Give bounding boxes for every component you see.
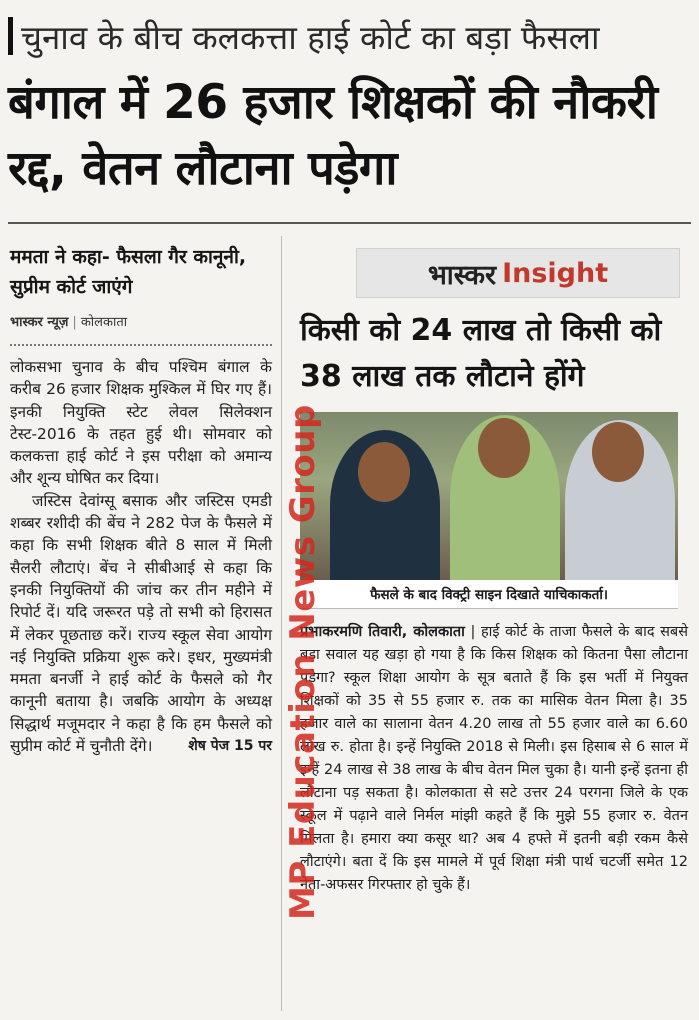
right-byline: प्रभाकरमणि तिवारी, कोलकाता <box>300 624 465 640</box>
photo-face <box>592 422 644 482</box>
byline-place: कोलकाता <box>80 315 128 330</box>
photo-caption: फैसले के बाद विक्ट्री साइन दिखाते याचिकाकर्ता। <box>300 580 678 609</box>
insight-tag: Insight <box>502 257 609 289</box>
headline-rule <box>8 222 691 224</box>
insight-banner <box>356 248 680 298</box>
right-subhead: किसी को 24 लाख तो किसी को 38 लाख तक लौटाने होंगे <box>300 313 662 394</box>
left-article-body <box>10 356 272 757</box>
left-paragraph-2-text: जस्टिस देवांग्सू बसाक और जस्टिस एमडी शब्बर रशीदी की बेंच ने 282 पेज के फैसले में कहा कि सभी शिक्षक बीते 8 साल में मिली सैलरी लौटाएं। बेंच ने सीबीआई से कहा कि इनकी नियुक्तियों की जांच कर तीन महीने में रिपोर्ट दें। यदि जरूरत पड़े तो सभी को हिरासत में लेकर पूछताछ करें। राज्य स्कूल सेवा आयोग नई नियुक्ति प्रक्रिया शुरू करे। इधर, मुख्यमंत्री ममता बनर्जी ने हाई कोर्ट के फैसले को गैर कानूनी बताया है। जबकि आयोग के अध्यक्ष सिद्धार्थ मजूमदार ने कहा है कि हम फैसले को सुप्रीम कोर्ट में चुनौती देंगे। <box>10 491 272 756</box>
left-byline <box>10 312 272 330</box>
right-column <box>300 248 692 897</box>
byline-separator: | <box>72 315 77 330</box>
column-divider <box>281 236 282 1011</box>
byline-agency: भास्कर न्यूज़ <box>10 315 69 330</box>
news-photo <box>300 412 678 580</box>
kicker-bar <box>8 17 13 55</box>
left-paragraph-1: लोकसभा चुनाव के बीच पश्चिम बंगाल के करीब 26 हजार शिक्षक मुश्किल में घिर गए हैं। इनकी नियुक्ति स्टेट लेवल सिलेक्शन टेस्ट-2016 के तहत हुई थी। सोमवार को कलकत्ता हाई कोर्ट ने इस परीक्षा को अमान्य और शून्य घोषित कर दिया। <box>10 358 272 488</box>
photo-face <box>358 442 410 502</box>
insight-brand: भास्कर <box>427 259 497 291</box>
kicker-text: चुनाव के बीच कलकत्ता हाई कोर्ट का बड़ा फैसला <box>21 17 600 57</box>
right-body-text: हाई कोर्ट के ताजा फैसले के बाद सबसे बड़ा सवाल यह खड़ा हो गया है कि किस शिक्षक को कितना पैसा लौटाना पड़ेगा? स्कूल शिक्षा आयोग के सूत्र बताते हैं कि इस भर्ती में नियुक्त शिक्षकों को 35 से 55 हजार रु. तक का मासिक वेतन मिला है। 35 हजार वाले का सालाना वेतन 4.20 लाख तो 55 हजार वाले का 6.60 लाख रु. होता है। इन्हें नियुक्ति 2018 से मिली। इस हिसाब से 6 साल में इन्हें 24 लाख से 38 लाख के बीच वेतन मिल चुका है। यानी इन्हें इतना ही लौटाना पड़ सकता है। कोलकाता से सटे उत्तर 24 परगना जिले के एक स्कूल में पढ़ाने वाले निर्मल मांझी कहते हैं कि मुझे 55 हजार रु. वेतन मिलता है। हमारा क्या कसूर था? अब 4 हफ्ते में इतनी बड़ी रकम कैसे लौटाएंगे। बता दें कि इस मामले में पूर्व शिक्षा मंत्री पार्थ चटर्जी समेत 12 नेता-अफसर गिरफ्तार हो चुके हैं। <box>300 624 689 893</box>
left-column <box>10 242 272 757</box>
dotted-divider <box>10 344 272 346</box>
headline: बंगाल में 26 हजार शिक्षकों की नौकरी रद्द, वेतन लौटाना पड़ेगा <box>8 75 658 196</box>
left-paragraph-2 <box>10 490 272 758</box>
continued-notice: शेष पेज 15 पर <box>188 738 272 755</box>
kicker <box>8 10 691 62</box>
photo-face <box>478 418 530 478</box>
watermark: MP Education News Group <box>283 404 323 920</box>
left-subhead: ममता ने कहा- फैसला गैर कानूनी, सुप्रीम कोर्ट जाएंगे <box>10 246 247 298</box>
right-article-body: प्रभाकरमणि तिवारी, कोलकाता | हाई कोर्ट के ताजा फैसले के बाद सबसे बड़ा सवाल यह खड़ा हो गया है कि किस शिक्षक को कितना पैसा लौटाना पड़ेगा? स्कूल शिक्षा आयोग के सूत्र बताते हैं कि इस भर्ती में नियुक्त शिक्षकों को 35 से 55 हजार रु. तक का मासिक वेतन मिला है। 35 हजार वाले का सालाना वेतन 4.20 लाख तो 55 हजार वाले का 6.60 लाख रु. होता है। इन्हें नियुक्ति 2018 से मिली। इस हिसाब से 6 साल में इन्हें 24 लाख से 38 लाख के बीच वेतन मिल चुका है। यानी इन्हें इतना ही लौटाना पड़ सकता है। कोलकाता से सटे उत्तर 24 परगना जिले के एक स्कूल में पढ़ाने वाले निर्मल मांझी कहते हैं कि मुझे 55 हजार रु. वेतन मिलता है। हमारा क्या कसूर था? अब 4 हफ्ते में इतनी बड़ी रकम कैसे लौटाएंगे। बता दें कि इस मामले में पूर्व शिक्षा मंत्री पार्थ चटर्जी समेत 12 नेता-अफसर गिरफ्तार हो चुके हैं। <box>300 624 689 893</box>
